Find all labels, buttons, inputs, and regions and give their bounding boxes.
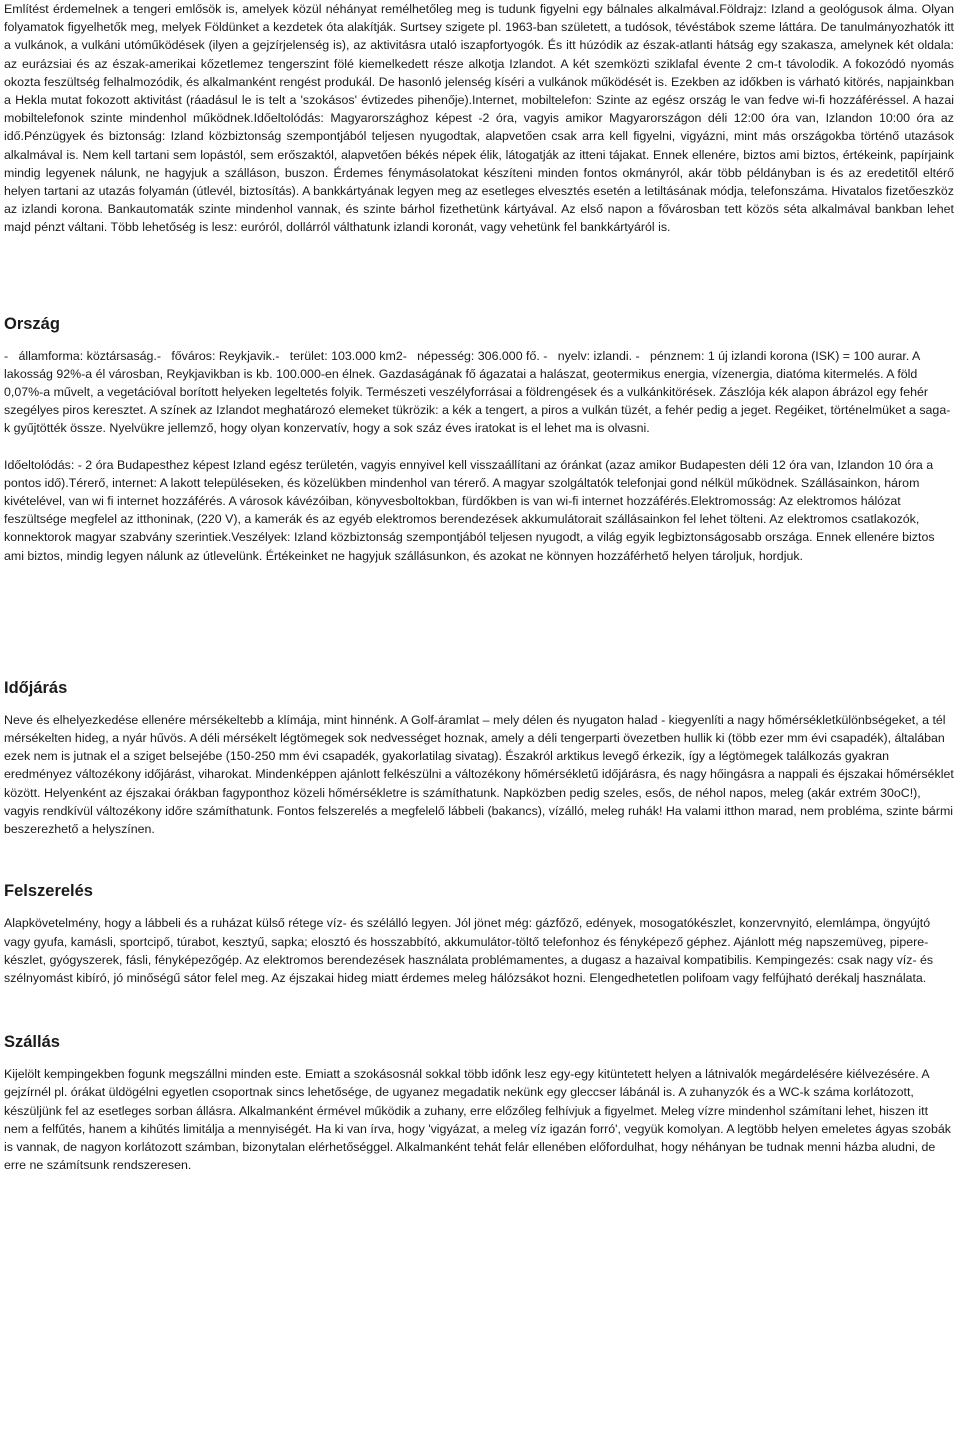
section-title-szallas: Szállás <box>4 1033 60 1052</box>
section-title-idojaras: Időjárás <box>4 678 68 697</box>
idojaras-paragraph: Neve és elhelyezkedése ellenére mérsékeltebb a klímája, mint hinnénk. A Golf-áramlat – mely délen és nyugaton halad - kiegyenlíti a nagy hőmérsékletkülönbségeket, a tél mérsékelten hideg, a nyár hűvös. A déli mérsékelt légtömegek sok nedvességet hoznak, amely a déli tengerparti övezetben hullik ki (több ezer mm évi csapadék), általában ezek nem is jutnak el a sziget belsejébe (150-250 mm évi csapadék, gyakorlatilag sivatag). Északról arktikus levegő érkezik, így a légtömegek találkozás gyakran eredményez változékony időjárást, viharokat. Mindenképpen ajánlott felkészülni a változékony hőmérsékletű időjárásra, és nagy hőingásra a nappali és éjszakai hőmérséklet között. Helyenként az éjszakai órákban fagyponthoz közeli hőmérsékletre is számíthatunk. Napközben pedig szeles, esős, de néhol napos, meleg (akár extrém 30oC!), vagyis rendkívül változékony időre számíthatunk. Fontos felszerelés a megfelelő lábbeli (bakancs), vízálló, meleg ruhák! Ha valami itthon marad, nem probléma, szinte bármi beszerezhető a helyszínen. <box>4 712 954 837</box>
orszag-paragraph-2: Időeltolódás: - 2 óra Budapesthez képest Izland egész területén, vagyis ennyivel kell visszaállítani az óránkat (azaz amikor Budapesten déli 12 óra van, Izlandon 10 óra a pontos idő).Térerő, internet: A lakott településeken, és közelükben mindenhol van térerő. A magyar szolgáltatók telefonjai gond nélkül működnek. Szállásainkon, három kivételével, van wi fi internet hozzáférés. A városok kávézóiban, könyvesboltokban, fürdőkben is van wi-fi internet hozzáférés.Elektromosság: Az elektromos hálózat feszültsége megfelel az itthoninak, (220 V), a kamerák és az egyéb elektromos berendezések akkumulátorait szállásainkon fel lehet tölteni. Az elektromos csatlakozók, konnektorok magyar szabvány szerintiek.Veszélyek: Izland közbiztonság szempontjából teljesen nyugodt, a világ egyik legbiztonságosabb országa. Ennek ellenére biztos ami biztos, mindig legyen nálunk az útlevelünk. Értékeinket ne hagyjuk szállásunkon, és azokat ne könnyen hozzáférhető helyen tároljuk, hordjuk. <box>4 457 935 563</box>
szallas-paragraph: Kijelölt kempingekben fogunk megszállni minden este. Emiatt a szokásosnál sokkal több időnk lesz egy-egy kitüntetett helyen a látnivalók megárdelésére kiélvezésére. A gejzírnél pl. órákat üldögélni egyetlen csoportnak sincs lehetősége, de ugyanez megadatik nekünk egy gleccser lábánál is. A zuhanyzók és a WC-k száma korlátozott, készüljünk fel az esetleges sorban állásra. Alkalmanként érmével működik a zuhany, erre előzőleg felhívjuk a figyelmet. Meleg vízre mindenhol számítani lehet, hiszen itt nem a felfűtés, hanem a kihűtés limitálja a mennyiségét. Ha ki van írva, hogy 'vigyázat, a meleg víz igazán forró', vegyük komolyan. A legtöbb helyen emeletes ágyas szobák is vannak, de nagyon korlátozott számban, bizonytalan elérhetőséggel. Alkalmanként tehát felár ellenében előfordulhat, hogy néhányan be tudnak menni házba aludni, de erre ne számítsunk rendszeresen. <box>4 1067 951 1173</box>
section-title-felszereles: Felszerelés <box>4 882 93 901</box>
orszag-paragraph: - államforma: köztársaság.- főváros: Reykjavik.- terület: 103.000 km2- népesség: 306.000 fő. - nyelv: izlandi. - pénznem: 1 új izlandi korona (ISK) = 100 aurar. A lakosság 92%-a él városban, Reykjavikban is kb. 100.000-en élnek. Gazdaságának fő ágazatai a halászat, geotermikus energia, vízenergia, diatóma kitermelés. A föld 0,07%-a művelt, a vegetációval borított helyeken legeltetés folyik. Természeti veszélyforrásai a földrengések és a vulkánkitörések. Zászlója kék alapon ábrázol egy fehér szegélyes piros keresztet. A színek az Izlandot meghatározó elemeket tükrözik: a kék a tengert, a piros a vulkán tüzét, a fehér pedig a jeget. Regéiket, történelmüket a saga-k gyűjtötték össze. Nyelvükre jellemző, hogy olyan konzervatív, hogy a sok száz éves iratokat is el lehet ma is olvasni. <box>4 348 951 436</box>
section-title-orszag: Ország <box>4 314 60 333</box>
intro-paragraph: Említést érdemelnek a tengeri emlősök is, amelyek közül néhányat remélhetőleg meg is tudunk figyelni egy bálnales alkalmával.Földrajz: Izland a geológusok álma. Olyan folyamatok figyelhetők meg, melyek Földünket a kezdetek óta alakítják. Surtsey szigete pl. 1963-ban született, a tudósok, tévéstábok szeme láttára. De tanulmányozhatók itt a vulkánok, a vulkáni utóműködések (ilyen a gejzírjelenség is), az aktivitásra utaló iszapfortyogók. És itt húzódik az észak-atlanti hátság egy szakasza, amelynek két oldala: az eurázsiai és az észak-amerikai kőzetlemez tengerszint fölé kiemelkedett része alkotja Izlandot. A két szemközti sziklafal évente 2 cm-t távolodik. A fokozódó nyomás okozta feszültség felhalmozódik, és alkalmanként rengést produkál. De hasonló jelenség kíséri a vulkánok működését is. Ezekben az időkben is várható kitörés, napjainkban a Hekla mutat fokozott aktivitást (ráadásul le is telt a 'szokásos' évtizedes pihenője).Internet, mobiltelefon: Szinte az egész ország le van fedve wi-fi hozzáféréssel. A hazai mobiltelefonok szinte mindenhol működnek.Időeltolódás: Magyarországhoz képest -2 óra, vagyis amikor Magyarországon déli 12:00 óra van, Izlandon 10:00 óra az idő.Pénzügyek és biztonság: Izland közbiztonság szempontjából teljesen nyugodtak, alapvetően csak arra kell figyelni, vigyázni, mint más országokba történő utazások alkalmával is. Nem kell tartani sem lopástól, sem erőszaktól, alapvetően békés népek élik, látogatják az itteni tájakat. Ennek ellenére, biztos ami biztos, értékeink, papírjaink mindig legyenek nálunk, ne hagyjuk a szálláson, buszon. Érdemes fénymásolatokat készíteni minden fontos okmányról, akár több példányban is és az eredetitől eltérő helyen tartani az utazás folyamán (útlevél, biztosítás). A bankkártyának legyen meg az esetleges elvesztés esetén a letiltásának módja, telefonszáma. Hivatalos fizetőeszköz az izlandi korona. Bankautomaták szinte mindenhol vannak, és szinte bárhol fizethetünk kártyával. Az első napon a fővárosban tett közös séta alkalmával bankban lehet majd pénzt váltani. Több lehetőség is lesz: euróról, dollárról válthatunk izlandi koronát, vagy vehetünk fel bankkártyáról is. <box>4 2 954 235</box>
felszereles-paragraph: Alapkövetelmény, hogy a lábbeli és a ruházat külső rétege víz- és szélálló legyen. Jól jönet még: gázfőző, edények, mosogatókészlet, konzervnyitó, elemlámpa, öngyújtó vagy gyufa, kamásli, sportcipő, túrabot, kesztyű, sapka; elosztó és hosszabbító, akkumulátor-töltő telefonhoz és fényképező géphez. Ajánlott még napszemüveg, pipere-készlet, gyógyszerek, fásli, fényképezőgép. Az elektromos berendezések használata problémamentes, a dugasz a hazaival kompatibilis. Kempingezés: csak nagy víz- és szélnyomást kibíró, jó minőségű sátor felel meg. Az éjszakai hideg miatt érdemes meleg hálózsákot hozni. Elengedhetetlen polifoam vagy felfújható derékalj használata. <box>4 916 934 985</box>
